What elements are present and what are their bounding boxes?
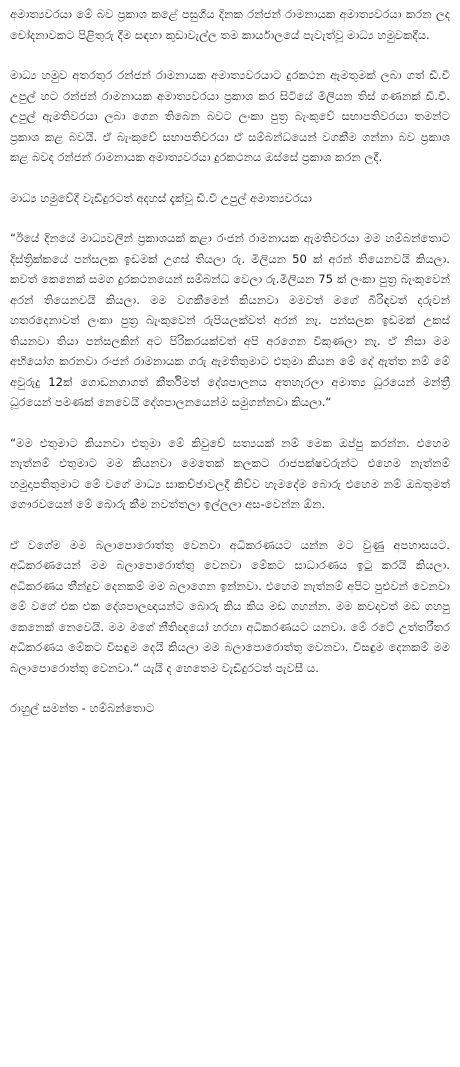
paragraph-court: ඒ වගේම මම බලාපොරොත්තු වෙනවා අධිකරණයට යන්න මට වුණු අපහාසයට. අධිකරණයෙන් මම බලාපොරොත්තු වෙනවා මේකට සාධාරණය ඉටු කරයි කියලා. අධිකරණය තීන්දුව දෙනකම් මම බලාගෙන ඉන්නවා. එහෙම නැත්නම් අපිට පුළුවන් වෙනවා මේ වගේ එක එක දේශපාලඥයන්ට බොරු කිය කිය මඩ ගහන්න. මම කවදාවත් මඩ ගහපු කෙනෙක් නෙවෙයි. මම මගේ නීතිඥයෝ හරහා අධිකරණයට යනවා. මේ රටේ උත්තරීතර අධිකරණය මේකට විසඳුම දෙයි කියලා මම බලාපොරොත්තු වෙනවා. විසඳුම දෙනකම් මම බලාපොරොත්තු වෙනවා.“ යැයි ද හෙතෙම වැඩිදුරටත් පැවසී ය. bbox=[10, 537, 450, 675]
paragraph-phone-call: මාධ්‍ය හමුව අතරතුර රන්ජන් රාමනායක අමාත්‍යවරයාට දුරකථන ඇමතුමක් ලබා ගත් ඩී.වී උපුල් හට රන්ජන් රාමනායක අමාත්‍යවරයා ප්‍රකාශ කර සිටියේ මිලියන තිස් ගණනක් ඩී.වී. උපුල් ඇමතිවරයා ලබා ගෙන තිබෙන බවට ලංකා පුත්‍ර බැංකුවේ සභාපතිවරයා තමන්ට ප්‍රකාශ කළ බවයි. ඒ බැංකුවේ සභාපතිවරයා ඒ සම්බන්ධයෙන් වගකීම ගන්නා බව ප්‍රකාශ කළ බවද රන්ජන් රාමනායක අමාත්‍යවරයා දුරකථනය ඔස්සේ ප්‍රකාශ කරන ලදී. bbox=[10, 68, 450, 164]
author-byline: රාහුල් සමන්ත - හම්බන්තොට bbox=[10, 701, 155, 715]
paragraph-lead-in: මාධ්‍ය හමුවේදී වැඩිදුරටත් අදහස් දැක්වූ ඩී.වී උපුල් අමාත්‍යවරයා bbox=[10, 190, 312, 205]
paragraph-quote-challenge: “මම එතුමාට කියනවා එතුමා මේ කිවුවේ සත්‍යයක් නම් මෙක ඔප්පු කරන්න. එහෙම නැත්නම් එතුමාට මම කියනවා මෙතෙක් කලකට රාජපක්ෂවරුන්ට එහෙම නැත්නම් හමුදාපතිතුමාට මේ වගේ මාධ්‍ය සාකච්ඡාවලදී කිව්ව හැමදේම බොරු එහෙම නම් ඔබතුමත් ගෞරවයෙන් මේ බොරු කීම නවත්තලා ඉල්ලලා අස-වෙන්න ඕන. bbox=[10, 435, 450, 511]
paragraph-intro: අමාත්‍යවරයා මේ බව ප්‍රකාශ කළේ පසුගිය දිනක රන්ජන් රාමනායක අමාත්‍යවරයා කරන ලද චෝදනාවකට පිළිතුරු දීම සඳහා කුඩාවැල්ල තම කාර්යාලයේ පැවැත්වූ මාධ්‍ය හමුවකදීය. bbox=[10, 7, 450, 42]
paragraph-quote-denial: “ඊයේ දිනයේ මාධ්‍යවලින් ප්‍රකාශයක් කළා රංජන් රාමනායක ඇමතිවරයා මම හම්බන්තොට දිස්ත්‍රික්කයේ පන්සලක ඉඩමක් උගස් තියලා රු. මිලියන 50 ක් අරන් තියෙනවයි කියලා. කවත් කෙනෙක් සමග දුරකථනයෙන් සම්බන්ධ වෙලා රු.මිලියන 75 ක් ලංකා පුත්‍ර බැංකුවෙන් අරන් තියෙනවයි කියලා. මම වගකීමෙන් කියනවා මමවත් මගේ බිරිඳවත් දරුවන් හතරදෙනාවත් ලංකා පුත්‍ර බැංකුවෙන් රුපියලක්වත් අරන් නැ. පන්සලක ඉඩමක් උකස් තියනවා තියා පන්සලකින් අට පිරිකරයක්වත් අපි අරගෙන විකුණලා නැ. ඒ නිසා මම අභියෝග කරනවා රංජන් රාමනායක ගරු ඇමතිතුමාට එතුමා කියන මේ දේ ඇත්ත නම් මේ අවුරුදු 12ක් ගොඩනගාගත් කීර්තිමත් දේශපාලනය අතහැරලා අමාත්‍ය ධූරයෙන් මන්ත්‍රී ධූරයෙන් පමණක් නෙවෙයි දේශපාලනයෙන්ම සමුගන්නවා කියලා.“ bbox=[10, 231, 450, 409]
article-body bbox=[10, 4, 450, 739]
